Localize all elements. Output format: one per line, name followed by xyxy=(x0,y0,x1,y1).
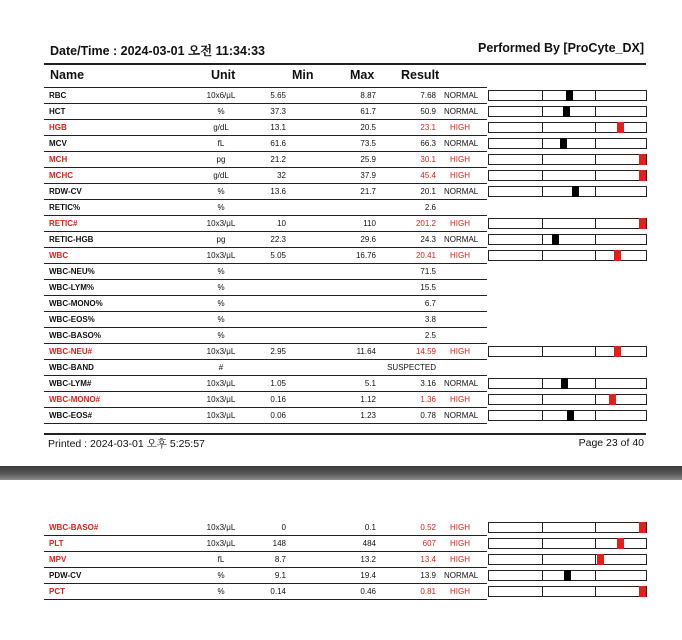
status-cell: NORMAL xyxy=(444,411,479,420)
test-name: WBC-BASO# xyxy=(49,523,99,532)
row-divider xyxy=(44,599,487,600)
unit-cell: % xyxy=(217,299,225,308)
gauge-divider-high xyxy=(595,251,596,260)
max-cell: 21.7 xyxy=(360,187,376,196)
status-cell: HIGH xyxy=(450,171,470,180)
unit-cell: % xyxy=(217,267,225,276)
min-cell: 61.6 xyxy=(270,139,286,148)
status-cell: HIGH xyxy=(450,539,470,548)
range-gauge xyxy=(488,218,647,229)
gauge-divider-high xyxy=(595,347,596,356)
test-name: WBC-MONO# xyxy=(49,395,101,404)
gauge-divider-high xyxy=(595,587,596,596)
performed-by-header: Performed By [ProCyte_DX] xyxy=(477,41,644,55)
min-cell: 1.05 xyxy=(270,379,286,388)
row-divider xyxy=(44,327,487,328)
unit-cell: 10x3/μL xyxy=(206,523,236,532)
max-cell: 8.87 xyxy=(360,91,376,100)
gauge-marker xyxy=(566,90,573,101)
min-cell: 0 xyxy=(281,523,286,532)
min-cell: 148 xyxy=(272,539,286,548)
gauge-divider-low xyxy=(542,379,543,388)
gauge-divider-high xyxy=(595,107,596,116)
gauge-marker xyxy=(572,186,579,197)
column-header-divider xyxy=(44,87,487,88)
range-gauge xyxy=(488,586,647,597)
min-cell: 2.95 xyxy=(270,347,286,356)
status-cell: NORMAL xyxy=(444,187,479,196)
row-divider xyxy=(44,183,487,184)
result-cell: 201.2 xyxy=(415,219,436,228)
row-divider xyxy=(44,359,487,360)
max-cell: 110 xyxy=(363,219,376,228)
unit-cell: % xyxy=(217,187,225,196)
test-name: WBC-LYM# xyxy=(49,379,92,388)
unit-cell: 10x3/μL xyxy=(206,251,236,260)
test-name: MCHC xyxy=(49,171,73,180)
gauge-divider-low xyxy=(542,139,543,148)
max-cell: 20.5 xyxy=(360,123,376,132)
row-divider xyxy=(44,199,487,200)
result-cell: 24.3 xyxy=(420,235,436,244)
gauge-divider-high xyxy=(595,123,596,132)
status-cell: NORMAL xyxy=(444,379,479,388)
gauge-marker xyxy=(617,122,624,133)
test-name: RETIC-HGB xyxy=(49,235,94,244)
status-cell: NORMAL xyxy=(444,571,479,580)
gauge-divider-low xyxy=(542,235,543,244)
max-cell: 1.12 xyxy=(360,395,376,404)
datetime-header: Date/Time : 2024-03-01 오전 11:34:33 xyxy=(50,44,266,58)
test-name: WBC-LYM% xyxy=(49,283,95,292)
result-cell: 14.59 xyxy=(415,347,436,356)
gauge-marker xyxy=(639,218,646,229)
status-cell: HIGH xyxy=(450,219,470,228)
range-gauge xyxy=(488,378,647,389)
row-divider xyxy=(44,551,487,552)
result-cell: 0.52 xyxy=(420,523,436,532)
min-cell: 0.16 xyxy=(270,395,286,404)
min-cell: 9.1 xyxy=(274,571,286,580)
row-divider xyxy=(44,247,487,248)
range-gauge xyxy=(488,122,647,133)
max-cell: 11.64 xyxy=(356,347,376,356)
result-cell: 7.68 xyxy=(420,91,436,100)
report-page-24 xyxy=(0,480,682,640)
test-name: WBC-BASO% xyxy=(49,331,101,340)
gauge-divider-low xyxy=(542,123,543,132)
row-divider xyxy=(44,295,487,296)
result-cell: 0.78 xyxy=(420,411,436,420)
row-divider xyxy=(44,279,487,280)
max-cell: 484 xyxy=(362,539,376,548)
max-cell: 37.9 xyxy=(360,171,376,180)
gauge-marker xyxy=(639,522,646,533)
unit-cell: pg xyxy=(216,155,226,164)
gauge-marker xyxy=(609,394,616,405)
unit-cell: % xyxy=(217,331,225,340)
gauge-marker xyxy=(552,234,559,245)
gauge-divider-low xyxy=(542,107,543,116)
result-cell: 15.5 xyxy=(420,283,436,292)
test-name: HCT xyxy=(49,107,66,116)
row-divider xyxy=(44,103,487,104)
min-cell: 8.7 xyxy=(274,555,286,564)
column-header-unit: Unit xyxy=(211,68,236,82)
gauge-divider-low xyxy=(542,347,543,356)
range-gauge xyxy=(488,106,647,117)
page-number: Page 23 of 40 xyxy=(578,437,644,449)
row-divider xyxy=(44,151,487,152)
gauge-divider-low xyxy=(542,219,543,228)
row-divider xyxy=(44,311,487,312)
test-name: PLT xyxy=(49,539,64,548)
status-cell: HIGH xyxy=(450,587,470,596)
min-cell: 32 xyxy=(277,171,286,180)
range-gauge xyxy=(488,522,647,533)
column-header-min: Min xyxy=(292,68,314,82)
min-cell: 0.06 xyxy=(270,411,286,420)
gauge-marker xyxy=(563,106,570,117)
unit-cell: 10x3/μL xyxy=(206,411,236,420)
result-cell: 30.1 xyxy=(420,155,436,164)
gauge-divider-low xyxy=(542,251,543,260)
max-cell: 0.1 xyxy=(364,523,376,532)
gauge-marker xyxy=(567,410,574,421)
range-gauge xyxy=(488,138,647,149)
gauge-marker xyxy=(560,138,567,149)
column-header-name: Name xyxy=(50,68,85,82)
result-cell: 50.9 xyxy=(420,107,436,116)
range-gauge xyxy=(488,90,647,101)
unit-cell: 10x3/μL xyxy=(206,379,236,388)
test-name: PCT xyxy=(49,587,65,596)
unit-cell: % xyxy=(217,283,225,292)
gauge-divider-high xyxy=(595,235,596,244)
test-name: RETIC% xyxy=(49,203,81,212)
min-cell: 13.6 xyxy=(270,187,286,196)
test-name: WBC-EOS% xyxy=(49,315,95,324)
status-cell: HIGH xyxy=(450,523,470,532)
max-cell: 73.5 xyxy=(360,139,376,148)
test-name: MPV xyxy=(49,555,67,564)
max-cell: 29.6 xyxy=(360,235,376,244)
range-gauge xyxy=(488,394,647,405)
result-cell: 45.4 xyxy=(420,171,436,180)
test-name: HGB xyxy=(49,123,67,132)
status-cell: NORMAL xyxy=(444,91,479,100)
result-cell: SUSPECTED xyxy=(387,363,436,372)
max-cell: 0.46 xyxy=(360,587,376,596)
row-divider xyxy=(44,583,487,584)
max-cell: 5.1 xyxy=(364,379,376,388)
test-name: WBC xyxy=(49,251,69,260)
min-cell: 13.1 xyxy=(270,123,286,132)
gauge-divider-high xyxy=(595,139,596,148)
result-cell: 2.6 xyxy=(424,203,436,212)
min-cell: 21.2 xyxy=(270,155,286,164)
gauge-divider-low xyxy=(542,587,543,596)
row-divider xyxy=(44,535,487,536)
gauge-marker xyxy=(561,378,568,389)
range-gauge xyxy=(488,186,647,197)
range-gauge xyxy=(488,554,647,565)
unit-cell: % xyxy=(217,587,225,596)
result-cell: 23.1 xyxy=(420,123,436,132)
unit-cell: 10x6/μL xyxy=(206,91,236,100)
result-cell: 66.3 xyxy=(420,139,436,148)
gauge-divider-high xyxy=(595,539,596,548)
status-cell: HIGH xyxy=(450,123,470,132)
status-cell: HIGH xyxy=(450,395,470,404)
gauge-marker xyxy=(617,538,624,549)
max-cell: 1.23 xyxy=(360,411,376,420)
row-divider xyxy=(44,407,487,408)
status-cell: HIGH xyxy=(450,347,470,356)
range-gauge xyxy=(488,538,647,549)
test-name: WBC-BAND xyxy=(49,363,94,372)
row-divider xyxy=(44,263,487,264)
gauge-divider-low xyxy=(542,571,543,580)
gauge-marker xyxy=(597,554,604,565)
row-divider xyxy=(44,119,487,120)
row-divider xyxy=(44,567,487,568)
gauge-divider-high xyxy=(595,523,596,532)
test-name: RDW-CV xyxy=(49,187,82,196)
row-divider xyxy=(44,167,487,168)
unit-cell: # xyxy=(218,363,224,372)
gauge-marker xyxy=(639,154,646,165)
status-cell: NORMAL xyxy=(444,107,479,116)
result-cell: 13.4 xyxy=(420,555,436,564)
row-divider xyxy=(44,343,487,344)
header-divider xyxy=(44,63,646,65)
status-cell: HIGH xyxy=(450,155,470,164)
gauge-divider-high xyxy=(595,571,596,580)
gauge-divider-high xyxy=(595,155,596,164)
row-divider xyxy=(44,231,487,232)
max-cell: 16.76 xyxy=(355,251,376,260)
row-divider xyxy=(44,423,487,424)
row-divider xyxy=(44,215,487,216)
max-cell: 19.4 xyxy=(360,571,376,580)
unit-cell: g/dL xyxy=(213,171,229,180)
printed-timestamp: Printed : 2024-03-01 오후 5:25:57 xyxy=(48,438,205,450)
test-name: RETIC# xyxy=(49,219,78,228)
result-cell: 0.81 xyxy=(420,587,436,596)
result-cell: 607 xyxy=(422,539,436,548)
result-cell: 1.36 xyxy=(420,395,436,404)
result-cell: 6.7 xyxy=(424,299,436,308)
unit-cell: fL xyxy=(217,555,225,564)
unit-cell: pg xyxy=(216,235,226,244)
test-name: MCV xyxy=(49,139,67,148)
result-cell: 71.5 xyxy=(420,267,436,276)
gauge-divider-low xyxy=(542,171,543,180)
result-cell: 20.1 xyxy=(420,187,436,196)
unit-cell: 10x3/μL xyxy=(206,347,236,356)
gauge-divider-low xyxy=(542,91,543,100)
gauge-marker xyxy=(614,346,621,357)
gauge-marker xyxy=(639,586,646,597)
gauge-marker xyxy=(614,250,621,261)
gauge-divider-high xyxy=(595,379,596,388)
status-cell: HIGH xyxy=(450,251,470,260)
gauge-divider-high xyxy=(595,171,596,180)
column-header-result: Result xyxy=(401,68,440,82)
unit-cell: 10x3/μL xyxy=(206,219,236,228)
unit-cell: % xyxy=(217,107,225,116)
test-name: WBC-NEU% xyxy=(49,267,95,276)
unit-cell: g/dL xyxy=(213,123,229,132)
test-name: WBC-EOS# xyxy=(49,411,93,420)
result-cell: 3.16 xyxy=(420,379,436,388)
min-cell: 10 xyxy=(277,219,286,228)
gauge-divider-low xyxy=(542,539,543,548)
min-cell: 37.3 xyxy=(270,107,286,116)
range-gauge xyxy=(488,250,647,261)
test-name: PDW-CV xyxy=(49,571,82,580)
row-divider xyxy=(44,391,487,392)
status-cell: NORMAL xyxy=(444,139,479,148)
range-gauge xyxy=(488,234,647,245)
test-name: WBC-MONO% xyxy=(49,299,103,308)
footer-divider xyxy=(44,433,646,435)
range-gauge xyxy=(488,570,647,581)
min-cell: 5.05 xyxy=(270,251,286,260)
column-header-max: Max xyxy=(350,68,375,82)
row-divider xyxy=(44,135,487,136)
result-cell: 3.8 xyxy=(424,315,436,324)
status-cell: NORMAL xyxy=(444,235,479,244)
test-name: MCH xyxy=(49,155,68,164)
gauge-divider-high xyxy=(595,219,596,228)
test-name: RBC xyxy=(49,91,67,100)
result-cell: 13.9 xyxy=(420,571,436,580)
result-cell: 2.5 xyxy=(424,331,436,340)
gauge-divider-high xyxy=(595,187,596,196)
unit-cell: 10x3/μL xyxy=(206,539,236,548)
page-separator xyxy=(0,466,682,480)
gauge-divider-low xyxy=(542,555,543,564)
gauge-marker xyxy=(639,170,646,181)
gauge-marker xyxy=(564,570,571,581)
test-name: WBC-NEU# xyxy=(49,347,93,356)
result-cell: 20.41 xyxy=(415,251,436,260)
range-gauge xyxy=(488,346,647,357)
unit-cell: fL xyxy=(217,139,225,148)
gauge-divider-low xyxy=(542,155,543,164)
gauge-divider-high xyxy=(595,395,596,404)
max-cell: 25.9 xyxy=(360,155,376,164)
status-cell: HIGH xyxy=(450,555,470,564)
gauge-divider-low xyxy=(542,411,543,420)
gauge-divider-low xyxy=(542,523,543,532)
min-cell: 5.65 xyxy=(270,91,286,100)
gauge-divider-high xyxy=(595,91,596,100)
max-cell: 61.7 xyxy=(360,107,376,116)
min-cell: 0.14 xyxy=(270,587,286,596)
unit-cell: 10x3/μL xyxy=(206,395,236,404)
range-gauge xyxy=(488,410,647,421)
max-cell: 13.2 xyxy=(360,555,376,564)
gauge-divider-low xyxy=(542,187,543,196)
unit-cell: % xyxy=(217,571,225,580)
unit-cell: % xyxy=(217,315,225,324)
range-gauge xyxy=(488,154,647,165)
min-cell: 22.3 xyxy=(270,235,286,244)
unit-cell: % xyxy=(217,203,225,212)
range-gauge xyxy=(488,170,647,181)
gauge-divider-high xyxy=(595,555,596,564)
gauge-divider-high xyxy=(595,411,596,420)
gauge-divider-low xyxy=(542,395,543,404)
row-divider xyxy=(44,375,487,376)
